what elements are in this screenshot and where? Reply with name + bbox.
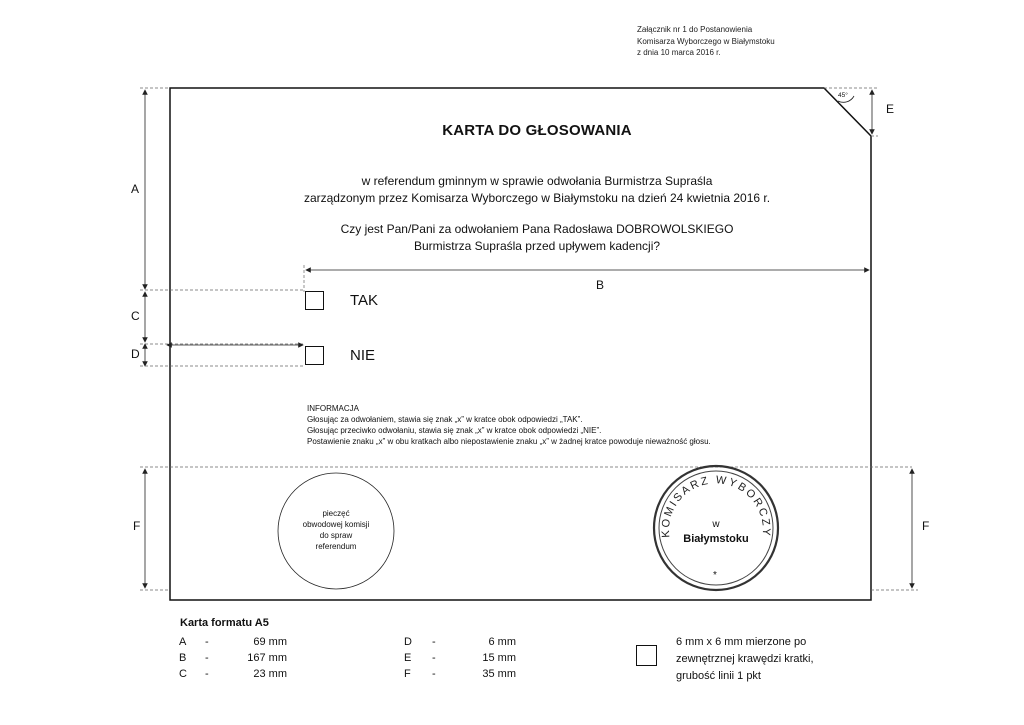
dimensions-table-2 bbox=[404, 634, 516, 682]
dimension-label-d: D bbox=[131, 347, 140, 361]
dimension-label-a: A bbox=[131, 182, 140, 196]
dim-dash: - bbox=[432, 668, 436, 680]
option-nie-label: NIE bbox=[350, 347, 376, 364]
sample-checkbox bbox=[636, 645, 657, 666]
dimension-label-f-right: F bbox=[922, 519, 930, 533]
dimension-label-f-left: F bbox=[133, 519, 141, 533]
dim-key: F bbox=[404, 668, 411, 680]
dim-dash: - bbox=[432, 636, 436, 648]
info-line: Postawienie znaku „x” w obu kratkach albo niepostawienie znaku „x” w żadnej kratce powoduje nieważność głosu. bbox=[307, 437, 711, 446]
attachment-note-line3: z dnia 10 marca 2016 r. bbox=[637, 48, 721, 57]
dim-dash: - bbox=[205, 636, 209, 648]
ballot-question-line1: Czy jest Pan/Pani za odwołaniem Pana Radosława DOBROWOLSKIEGO bbox=[340, 222, 734, 236]
dim-key: B bbox=[179, 652, 187, 664]
dim-dash: - bbox=[432, 652, 436, 664]
dim-value: 23 mm bbox=[253, 668, 287, 680]
stamp-arc-text: KOMISARZ WYBORCZY bbox=[659, 474, 773, 539]
dim-value: 167 mm bbox=[247, 652, 287, 664]
info-title: INFORMACJA bbox=[307, 404, 359, 413]
spec-line1: 6 mm x 6 mm mierzone po bbox=[676, 636, 807, 648]
table-row bbox=[404, 650, 516, 666]
dim-key: A bbox=[179, 636, 187, 648]
ballot-title: KARTA DO GŁOSOWANIA bbox=[442, 122, 632, 139]
dim-dash: - bbox=[205, 668, 209, 680]
spec-line2: zewnętrznej krawędzi kratki, bbox=[676, 653, 814, 665]
ballot-subtitle-line2: zarządzonym przez Komisarza Wyborczego w Białymstoku na dzień 24 kwietnia 2016 r. bbox=[303, 191, 771, 205]
table-row bbox=[179, 634, 287, 650]
option-tak-label: TAK bbox=[350, 292, 379, 309]
table-row bbox=[179, 650, 287, 666]
dim-value: 69 mm bbox=[253, 636, 287, 648]
dimension-label-e: E bbox=[886, 102, 895, 116]
table-row bbox=[179, 666, 287, 682]
stamp-star-icon: * bbox=[713, 570, 717, 581]
commissioner-stamp-text bbox=[666, 518, 766, 546]
seal-line: do spraw bbox=[319, 531, 353, 540]
ballot-question-line2: Burmistrza Supraśla przed upływem kadencji? bbox=[413, 239, 661, 253]
dim-value: 15 mm bbox=[482, 652, 516, 664]
ballot-subtitle-line1: w referendum gminnym w sprawie odwołania Burmistrza Supraśla bbox=[361, 174, 713, 188]
format-title: Karta formatu A5 bbox=[180, 617, 269, 629]
option-tak-checkbox[interactable] bbox=[305, 291, 324, 310]
dim-value: 35 mm bbox=[482, 668, 516, 680]
option-nie-checkbox[interactable] bbox=[305, 346, 324, 365]
attachment-note-line2: Komisarza Wyborczego w Białymstoku bbox=[637, 36, 775, 46]
dimension-label-c: C bbox=[131, 309, 140, 323]
dimension-label-b: B bbox=[596, 278, 605, 292]
info-line: Głosując przeciwko odwołaniu, stawia się znak „x” w kratce obok odpowiedzi „NIE”. bbox=[307, 426, 602, 435]
dim-dash: - bbox=[205, 652, 209, 664]
dim-key: E bbox=[404, 652, 412, 664]
dim-value: 6 mm bbox=[488, 636, 516, 648]
seal-line: obwodowej komisji bbox=[302, 520, 370, 529]
seal-line: referendum bbox=[315, 542, 357, 551]
ballot-subtitle bbox=[240, 173, 834, 207]
commission-seal-text bbox=[286, 508, 386, 552]
seal-line: pieczęć bbox=[322, 509, 350, 518]
stamp-line2: Białymstoku bbox=[683, 533, 749, 545]
info-line: Głosując za odwołaniem, stawia się znak „x” w kratce obok odpowiedzi „TAK”. bbox=[307, 415, 583, 424]
table-row bbox=[404, 666, 516, 682]
spec-line3: grubość linii 1 pkt bbox=[676, 670, 761, 682]
corner-angle-label: 45° bbox=[838, 92, 848, 99]
ballot-question bbox=[240, 221, 834, 255]
attachment-note-line1: Załącznik nr 1 do Postanowienia bbox=[637, 25, 753, 34]
dim-key: C bbox=[179, 668, 187, 680]
dim-key: D bbox=[404, 636, 412, 648]
table-row bbox=[404, 634, 516, 650]
stamp-line1: w bbox=[712, 519, 720, 530]
checkbox-specification bbox=[676, 634, 814, 685]
voting-information bbox=[307, 403, 711, 447]
dimensions-table-1 bbox=[179, 634, 287, 682]
